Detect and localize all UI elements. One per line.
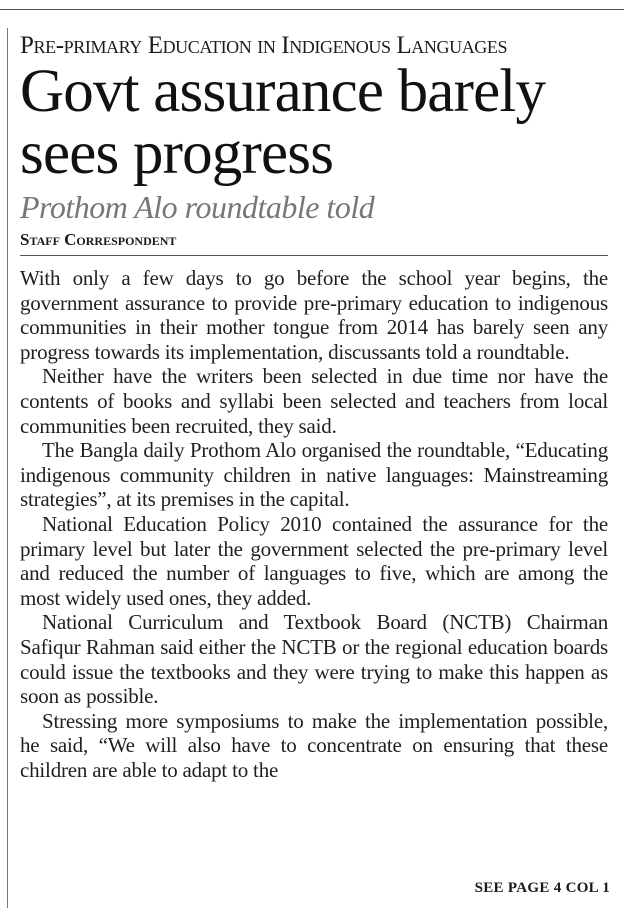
paragraph: National Education Policy 2010 contained the assurance for the primary level but later the government selected the pre-primary level and reduced the number of languages to five, which are among the most widely used ones, they added. xyxy=(20,511,608,610)
paragraph: Neither have the writers been selected in due time nor have the contents of books and syllabi been selected and teachers from local communities been recruited, they said. xyxy=(20,364,608,438)
top-rule xyxy=(0,9,624,10)
kicker: Pre-primary Education in Indigenous Languages xyxy=(20,32,508,59)
headline xyxy=(20,58,608,187)
article-body xyxy=(20,266,608,782)
column-rule xyxy=(7,28,8,908)
paragraph: With only a few days to go before the school year begins, the government assurance to provide pre-primary education to indigenous communities in their mother tongue from 2014 has barely seen any progress towards its implementation, discussants told a roundtable. xyxy=(20,266,608,364)
subhead: Prothom Alo roundtable told xyxy=(20,189,375,225)
headline-line-2: sees progress xyxy=(20,120,334,187)
news-article xyxy=(20,30,608,782)
byline: Staff Correspondent xyxy=(20,229,608,256)
paragraph: National Curriculum and Textbook Board (NCTB) Chairman Safiqur Rahman said either the NCTB or the regional education boards could issue the textbooks and they were trying to make this happen as soon as possible. xyxy=(20,610,608,709)
paragraph: The Bangla daily Prothom Alo organised the roundtable, “Educating indigenous community children in native languages: Mainstreaming strategies”, at its premises in the capital. xyxy=(20,438,608,512)
paragraph: Stressing more symposiums to make the implementation possible, he said, “We will also have to concentrate on ensuring that these children are able to adapt to the xyxy=(20,708,608,782)
continued-on-page-link[interactable]: SEE PAGE 4 COL 1 xyxy=(474,880,610,896)
headline-line-1: Govt assurance barely xyxy=(20,58,546,125)
